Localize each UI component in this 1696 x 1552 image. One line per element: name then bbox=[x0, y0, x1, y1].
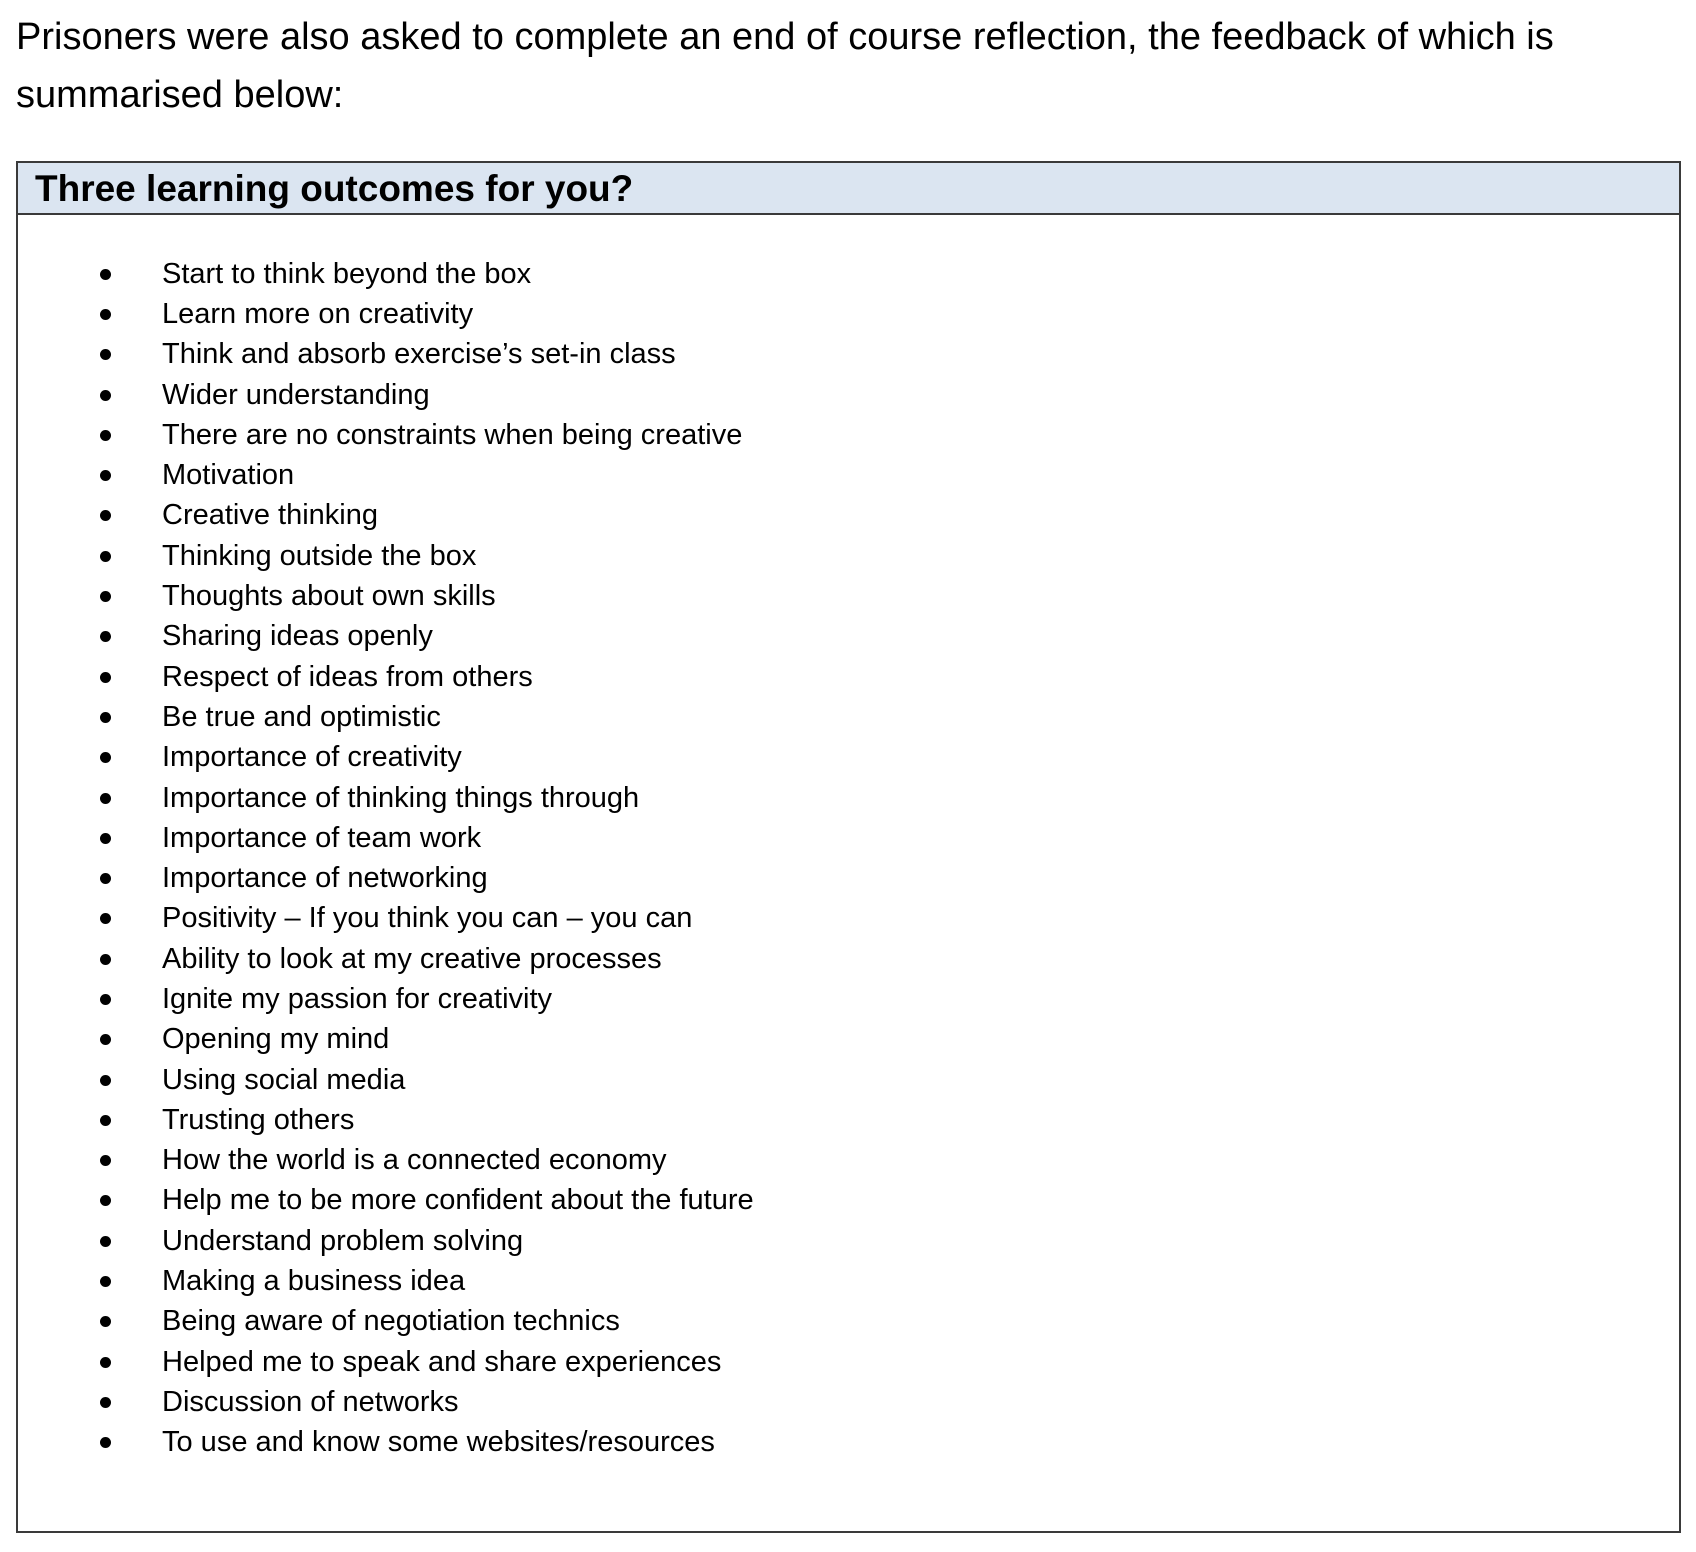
bullet-icon bbox=[100, 913, 111, 924]
list-item bbox=[18, 1382, 1679, 1422]
bullet-icon bbox=[100, 1437, 111, 1448]
list-item bbox=[18, 254, 1679, 294]
list-item-label: Importance of networking bbox=[162, 862, 488, 895]
list-item bbox=[18, 335, 1679, 375]
list-item bbox=[18, 979, 1679, 1019]
list-item bbox=[18, 1342, 1679, 1382]
list-item bbox=[18, 375, 1679, 415]
list-item-label: Being aware of negotiation technics bbox=[162, 1305, 620, 1338]
list-item bbox=[18, 294, 1679, 334]
list-item-label: Motivation bbox=[162, 459, 295, 492]
list-item-label: Importance of team work bbox=[162, 821, 482, 854]
outcomes-list bbox=[18, 254, 1679, 1463]
bullet-icon bbox=[100, 631, 111, 642]
list-item-label: Using social media bbox=[162, 1063, 406, 1096]
bullet-icon bbox=[100, 994, 111, 1005]
list-item bbox=[18, 657, 1679, 697]
list-item bbox=[18, 697, 1679, 737]
list-item bbox=[18, 536, 1679, 576]
learning-outcomes-table bbox=[16, 161, 1681, 1533]
bullet-icon bbox=[100, 1397, 111, 1408]
bullet-icon bbox=[100, 1195, 111, 1206]
list-item bbox=[18, 617, 1679, 657]
list-item bbox=[18, 858, 1679, 898]
list-item bbox=[18, 1261, 1679, 1301]
bullet-icon bbox=[100, 833, 111, 844]
bullet-icon bbox=[100, 309, 111, 320]
list-item-label: Sharing ideas openly bbox=[162, 620, 433, 653]
list-item bbox=[18, 415, 1679, 455]
bullet-icon bbox=[100, 510, 111, 521]
bullet-icon bbox=[100, 954, 111, 965]
list-item-label: Opening my mind bbox=[162, 1023, 390, 1056]
list-item bbox=[18, 1221, 1679, 1261]
bullet-icon bbox=[100, 1236, 111, 1247]
list-item bbox=[18, 1181, 1679, 1221]
list-item bbox=[18, 778, 1679, 818]
list-item-label: Wider understanding bbox=[162, 378, 430, 411]
list-item-label: Understand problem solving bbox=[162, 1224, 524, 1257]
list-item-label: Importance of thinking things through bbox=[162, 781, 640, 814]
bullet-icon bbox=[100, 470, 111, 481]
list-item-label: Help me to be more confident about the future bbox=[162, 1184, 754, 1217]
bullet-icon bbox=[100, 712, 111, 723]
table-title: Three learning outcomes for you? bbox=[35, 167, 634, 209]
bullet-icon bbox=[100, 752, 111, 763]
list-item-label: There are no constraints when being creative bbox=[162, 418, 743, 451]
list-item bbox=[18, 1302, 1679, 1342]
list-item-label: To use and know some websites/resources bbox=[162, 1426, 715, 1459]
list-item bbox=[18, 1060, 1679, 1100]
list-item-label: Thinking outside the box bbox=[162, 539, 477, 572]
bullet-icon bbox=[100, 672, 111, 683]
bullet-icon bbox=[100, 793, 111, 804]
bullet-icon bbox=[100, 591, 111, 602]
table-header bbox=[18, 163, 1679, 215]
list-item-label: Respect of ideas from others bbox=[162, 660, 533, 693]
bullet-icon bbox=[100, 1276, 111, 1287]
list-item-label: Thoughts about own skills bbox=[162, 580, 496, 613]
list-item bbox=[18, 455, 1679, 495]
bullet-icon bbox=[100, 1155, 111, 1166]
bullet-icon bbox=[100, 1075, 111, 1086]
list-item-label: Discussion of networks bbox=[162, 1385, 459, 1418]
list-item bbox=[18, 1100, 1679, 1140]
list-item-label: Trusting others bbox=[162, 1103, 355, 1136]
list-item-label: Be true and optimistic bbox=[162, 700, 441, 733]
bullet-icon bbox=[100, 1034, 111, 1045]
list-item bbox=[18, 1141, 1679, 1181]
bullet-icon bbox=[100, 390, 111, 401]
list-item-label: Creative thinking bbox=[162, 499, 378, 532]
list-item bbox=[18, 496, 1679, 536]
bullet-icon bbox=[100, 551, 111, 562]
list-item-label: Helped me to speak and share experiences bbox=[162, 1345, 722, 1378]
intro-paragraph: Prisoners were also asked to complete an end of course reflection, the feedback of which is summarised below: bbox=[16, 16, 1554, 116]
list-item bbox=[18, 818, 1679, 858]
bullet-icon bbox=[100, 873, 111, 884]
bullet-icon bbox=[100, 1357, 111, 1368]
list-item-label: Start to think beyond the box bbox=[162, 257, 532, 290]
list-item-label: Importance of creativity bbox=[162, 741, 462, 774]
list-item-label: Ability to look at my creative processes bbox=[162, 942, 662, 975]
list-item bbox=[18, 576, 1679, 616]
list-item bbox=[18, 1423, 1679, 1463]
list-item-label: Positivity – If you think you can – you can bbox=[162, 902, 693, 935]
list-item bbox=[18, 738, 1679, 778]
list-item-label: Ignite my passion for creativity bbox=[162, 982, 553, 1015]
list-item bbox=[18, 899, 1679, 939]
list-item bbox=[18, 939, 1679, 979]
bullet-icon bbox=[100, 269, 111, 280]
list-item bbox=[18, 1020, 1679, 1060]
list-item-label: Think and absorb exercise’s set-in class bbox=[162, 338, 676, 371]
list-item-label: How the world is a connected economy bbox=[162, 1144, 667, 1177]
bullet-icon bbox=[100, 1115, 111, 1126]
bullet-icon bbox=[100, 430, 111, 441]
list-item-label: Making a business idea bbox=[162, 1265, 466, 1298]
bullet-icon bbox=[100, 1316, 111, 1327]
bullet-icon bbox=[100, 349, 111, 360]
list-item-label: Learn more on creativity bbox=[162, 297, 474, 330]
